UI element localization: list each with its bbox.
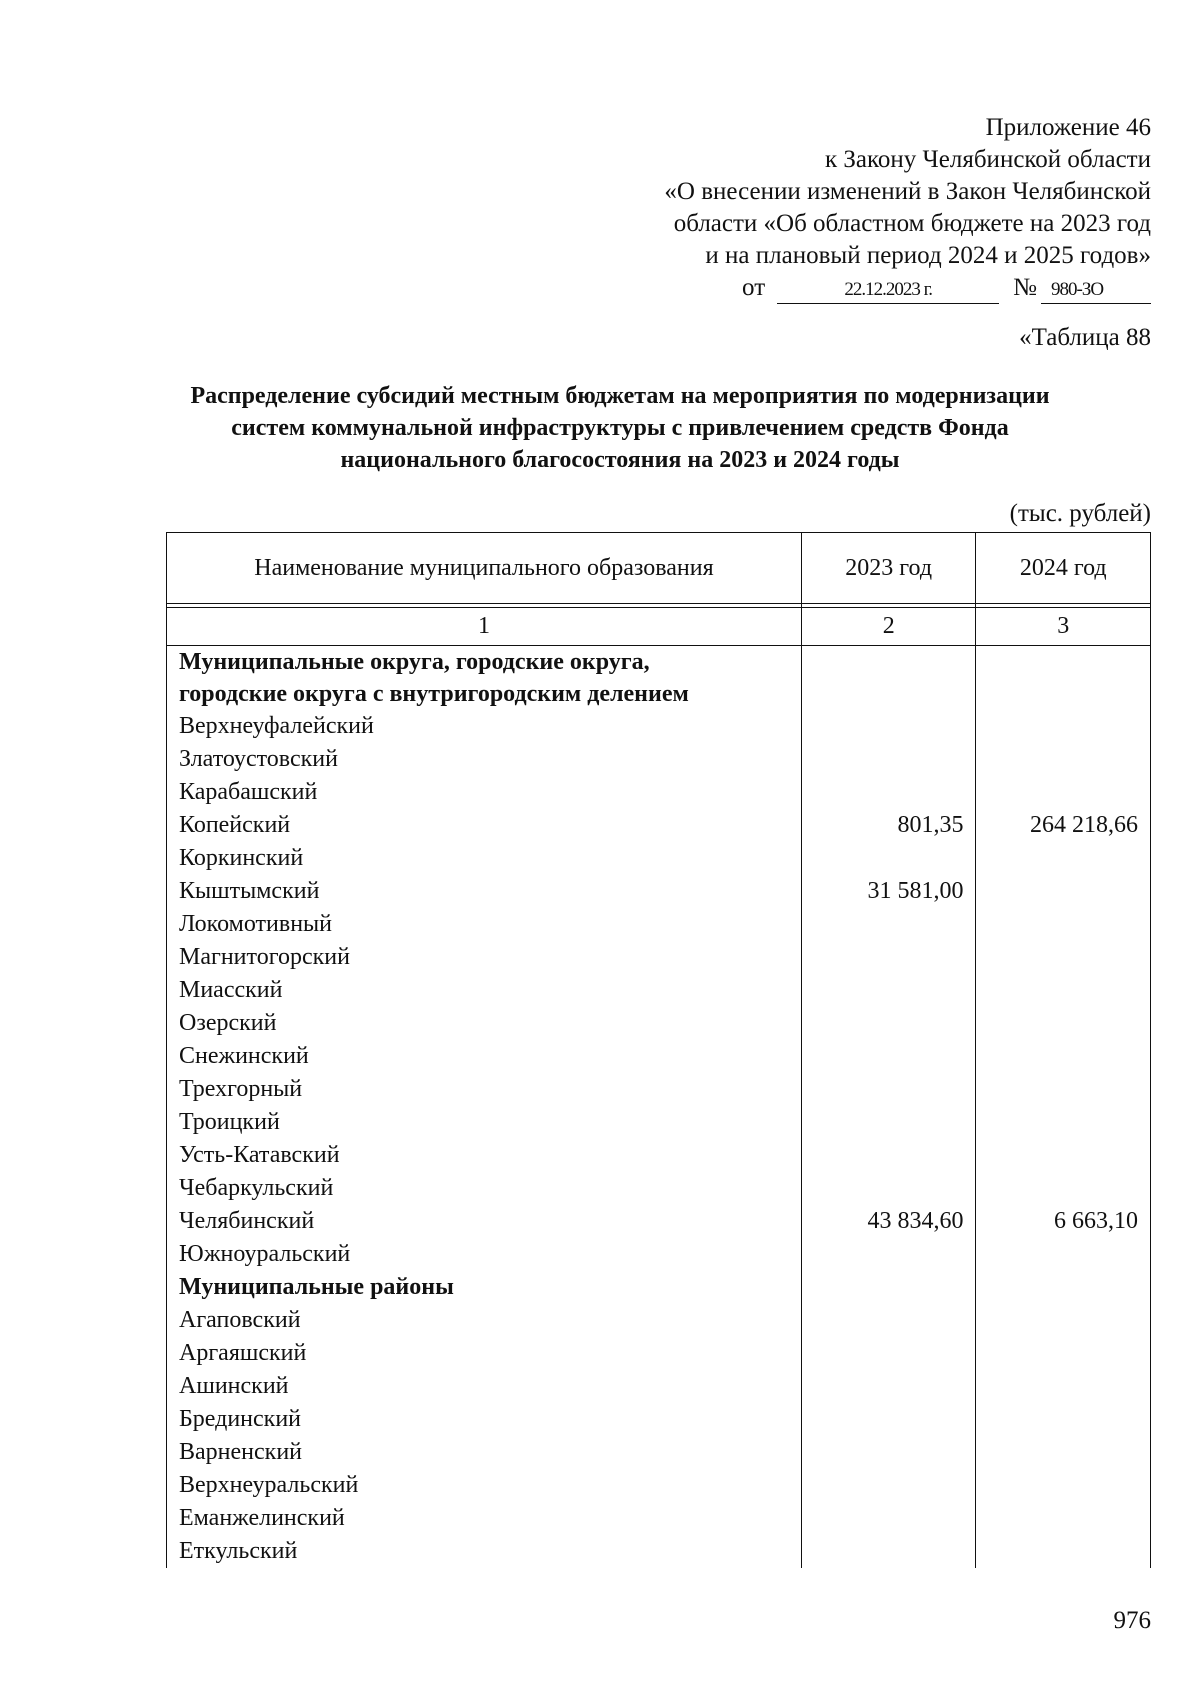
value-2024: [976, 1403, 1151, 1436]
date-prefix: от: [742, 274, 766, 301]
header-line: «О внесении изменений в Закон Челябинской: [664, 178, 1151, 205]
municipality-name: Миасский: [167, 974, 802, 1007]
table-row: [167, 1502, 1151, 1535]
municipality-name: Ашинский: [167, 1370, 802, 1403]
value-2024: [976, 743, 1151, 776]
section-heading-line: городские округа с внутригородским делением: [179, 681, 689, 707]
municipality-name: Копейский: [167, 809, 802, 842]
number-sign: №: [1013, 274, 1037, 301]
value-2023: [801, 974, 976, 1007]
subsidy-table: [166, 532, 1151, 1568]
municipality-name: Магнитогорский: [167, 941, 802, 974]
header-line: области «Об областном бюджете на 2023 год: [673, 210, 1151, 237]
value-2023: [801, 908, 976, 941]
column-number: 2: [801, 608, 976, 646]
header-2023: 2023 год: [801, 533, 976, 604]
header-line: Приложение 46: [985, 114, 1151, 141]
municipality-name: Трехгорный: [167, 1073, 802, 1106]
municipality-name: Снежинский: [167, 1040, 802, 1073]
municipality-name: Челябинский: [167, 1205, 802, 1238]
value-2023: [801, 1139, 976, 1172]
municipality-name: Южноуральский: [167, 1238, 802, 1271]
municipality-name: Верхнеуфалейский: [167, 710, 802, 743]
column-number: 3: [976, 608, 1151, 646]
value-2024: [976, 908, 1151, 941]
law-date-number: [664, 272, 1151, 304]
table-row: [167, 1304, 1151, 1337]
table-row: [167, 1337, 1151, 1370]
document-title: [120, 380, 1120, 476]
value-2024: [976, 1172, 1151, 1205]
value-2023: [801, 1238, 976, 1271]
table-row: [167, 1370, 1151, 1403]
title-line: Распределение субсидий местным бюджетам на мероприятия по модернизации: [190, 383, 1050, 409]
value-2023: [801, 1040, 976, 1073]
municipality-name: Аргаяшский: [167, 1337, 802, 1370]
value-2023: 31 581,00: [801, 875, 976, 908]
value-2024: 264 218,66: [976, 809, 1151, 842]
value-2023: [801, 1436, 976, 1469]
value-2023: [801, 1403, 976, 1436]
value-2024: [976, 1007, 1151, 1040]
municipality-name: Усть-Катавский: [167, 1139, 802, 1172]
table-row: [167, 974, 1151, 1007]
value-2023: [801, 743, 976, 776]
value-2024: [976, 842, 1151, 875]
table-row: [167, 1073, 1151, 1106]
header-2024: 2024 год: [976, 533, 1151, 604]
table-row: [167, 1469, 1151, 1502]
table-row: [167, 875, 1151, 908]
table-reference: «Таблица 88: [1019, 324, 1151, 351]
municipality-name: Еманжелинский: [167, 1502, 802, 1535]
municipality-name: Еткульский: [167, 1535, 802, 1568]
table-row: [167, 1436, 1151, 1469]
value-2023: [801, 1073, 976, 1106]
value-2023: [801, 1337, 976, 1370]
value-2024: [976, 776, 1151, 809]
value-2024: [976, 1238, 1151, 1271]
value-2023: [801, 1172, 976, 1205]
value-2024: [976, 1370, 1151, 1403]
table-row: [167, 1205, 1151, 1238]
municipality-name: Озерский: [167, 1007, 802, 1040]
value-2024: [976, 941, 1151, 974]
value-2024: [976, 710, 1151, 743]
section-heading-row: [167, 646, 1151, 711]
table-row: [167, 941, 1151, 974]
column-number: 1: [167, 608, 802, 646]
municipality-name: Златоустовский: [167, 743, 802, 776]
header-name: Наименование муниципального образования: [167, 533, 802, 604]
table-header-row: [167, 533, 1151, 604]
municipality-name: Варненский: [167, 1436, 802, 1469]
municipality-name: Кыштымский: [167, 875, 802, 908]
law-date: 22.12.2023 г.: [777, 277, 999, 304]
value-2023: [801, 1469, 976, 1502]
municipality-name: Коркинский: [167, 842, 802, 875]
value-2024: 6 663,10: [976, 1205, 1151, 1238]
law-number: 980-ЗО: [1041, 277, 1151, 304]
value-2024: [976, 875, 1151, 908]
value-2024: [976, 1073, 1151, 1106]
table-row: [167, 908, 1151, 941]
table-row: [167, 1403, 1151, 1436]
value-2023: [801, 1304, 976, 1337]
table-row: [167, 1139, 1151, 1172]
value-2023: [801, 1535, 976, 1568]
header-line: к Закону Челябинской области: [825, 146, 1151, 173]
municipality-name: Брединский: [167, 1403, 802, 1436]
value-2024: [976, 1040, 1151, 1073]
value-2024: [976, 1337, 1151, 1370]
value-2023: 801,35: [801, 809, 976, 842]
value-2024: [976, 1139, 1151, 1172]
value-2024: [976, 1436, 1151, 1469]
table-row: [167, 1172, 1151, 1205]
value-2023: [801, 776, 976, 809]
table-row: [167, 1040, 1151, 1073]
column-numbers-row: [167, 608, 1151, 646]
section-heading: [167, 646, 802, 711]
table-row: [167, 1535, 1151, 1568]
value-2023: [801, 1502, 976, 1535]
value-2024: [976, 1304, 1151, 1337]
value-2023: [801, 1370, 976, 1403]
table-row: [167, 776, 1151, 809]
document-header: [664, 112, 1151, 304]
value-2024: [976, 1106, 1151, 1139]
value-2023: [801, 1106, 976, 1139]
section-heading-line: Муниципальные округа, городские округа,: [179, 649, 650, 675]
table-row: [167, 809, 1151, 842]
header-line: и на плановый период 2024 и 2025 годов»: [705, 242, 1151, 269]
table-row: [167, 1106, 1151, 1139]
value-2023: [801, 710, 976, 743]
value-2023: [801, 842, 976, 875]
page-number: 976: [1113, 1607, 1151, 1634]
value-2024: [976, 1535, 1151, 1568]
municipality-name: Чебаркульский: [167, 1172, 802, 1205]
value-2024: [976, 974, 1151, 1007]
municipality-name: Троицкий: [167, 1106, 802, 1139]
municipality-name: Локомотивный: [167, 908, 802, 941]
table-row: [167, 710, 1151, 743]
value-2023: [801, 1007, 976, 1040]
municipality-name: Карабашский: [167, 776, 802, 809]
title-line: национального благосостояния на 2023 и 2024 годы: [340, 447, 900, 473]
value-2023: [801, 941, 976, 974]
section-heading-row: [167, 1271, 1151, 1304]
municipality-name: Агаповский: [167, 1304, 802, 1337]
table-row: [167, 1007, 1151, 1040]
title-line: систем коммунальной инфраструктуры с привлечением средств Фонда: [231, 415, 1009, 441]
value-2023: 43 834,60: [801, 1205, 976, 1238]
value-2024: [976, 1502, 1151, 1535]
value-2024: [976, 1469, 1151, 1502]
section-heading: Муниципальные районы: [167, 1271, 802, 1304]
units-label: (тыс. рублей): [1009, 500, 1151, 527]
municipality-name: Верхнеуральский: [167, 1469, 802, 1502]
table-row: [167, 743, 1151, 776]
table-row: [167, 842, 1151, 875]
table-row: [167, 1238, 1151, 1271]
